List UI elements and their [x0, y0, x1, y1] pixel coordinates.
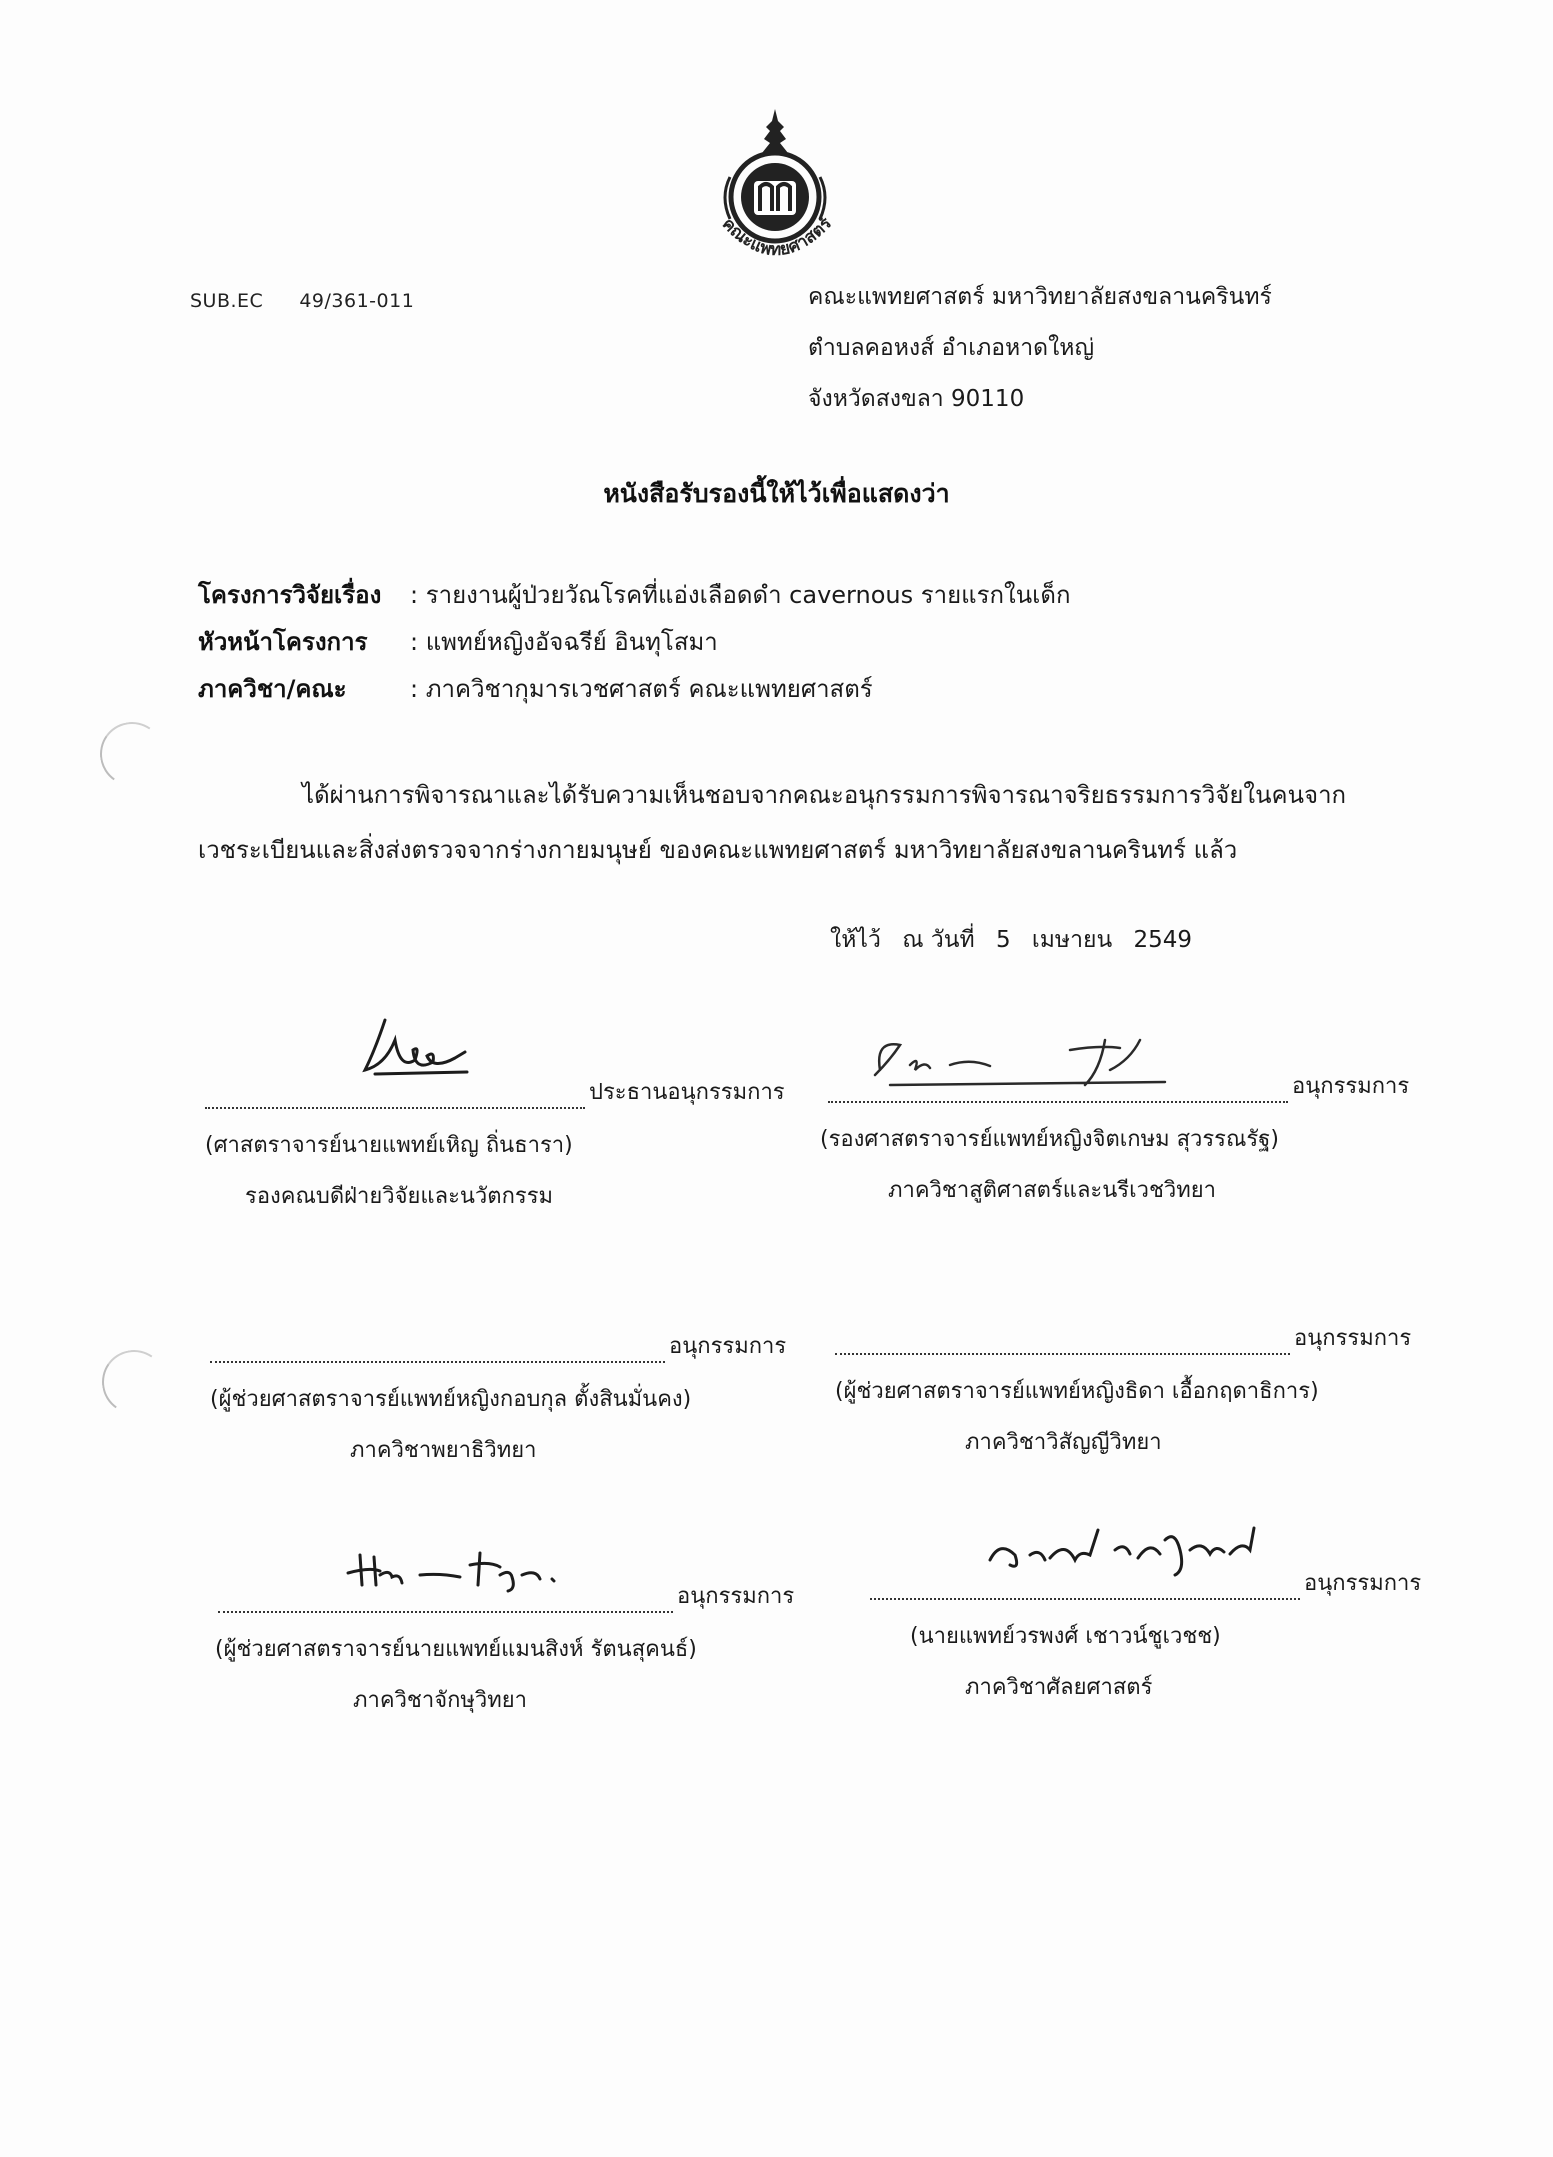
signature-line: [870, 1576, 1300, 1600]
lead-label: หัวหน้าโครงการ: [198, 628, 368, 656]
lead-row: [198, 619, 1071, 666]
signatory-5: [215, 1578, 795, 1717]
signatory-2: [820, 1068, 1410, 1207]
signatory-name: (นายแพทย์วรพงศ์ เชาวน์ชูเวชช): [910, 1624, 1221, 1649]
document-title: หนังสือรับรองนี้ให้ไว้เพื่อแสดงว่า: [603, 479, 950, 508]
reference-prefix: SUB.EC: [190, 290, 264, 312]
faculty-address: [808, 272, 1272, 425]
dept-label: ภาควิชา/คณะ: [198, 675, 347, 703]
signature-line: [828, 1079, 1288, 1103]
address-line-3: จังหวัดสงขลา 90110: [808, 386, 1025, 412]
signatory-role: ประธานอนุกรรมการ: [589, 1080, 785, 1105]
signatory-name: (ผู้ช่วยศาสตราจารย์แพทย์หญิงธิดา เอื้อกฤดาธิการ): [835, 1379, 1319, 1404]
reference-number: 49/361-011: [299, 290, 415, 312]
project-info: [198, 572, 1071, 713]
reference-code: [190, 290, 414, 312]
statement-line-2: เวชระเบียนและสิ่งส่งตรวจจากร่างกายมนุษย์ ของคณะแพทยศาสตร์ มหาวิทยาลัยสงขลานครินทร์ แล้ว: [198, 836, 1238, 864]
signatory-3: [210, 1328, 786, 1467]
dept-value: : ภาควิชากุมารเวชศาสตร์ คณะแพทยศาสตร์: [410, 675, 873, 703]
signatory-1: [205, 1074, 785, 1213]
signatory-dept: รองคณบดีฝ่ายวิจัยและนวัตกรรม: [245, 1184, 554, 1209]
dept-row: [198, 666, 1071, 713]
signatory-name: (รองศาสตราจารย์แพทย์หญิงจิตเกษม สุวรรณรัฐ): [820, 1127, 1279, 1152]
punch-hole-mark: [97, 1345, 171, 1419]
issue-date: [830, 922, 1206, 958]
project-row: [198, 572, 1071, 619]
address-line-1: คณะแพทยศาสตร์ มหาวิทยาลัยสงขลานครินทร์: [808, 284, 1272, 310]
project-value: : รายงานผู้ป่วยวัณโรคที่แอ่งเลือดดำ cavernous รายแรกในเด็ก: [410, 581, 1071, 609]
signature-line: [210, 1339, 665, 1363]
date-at: ณ วันที่: [902, 927, 975, 953]
signatory-dept: ภาควิชาพยาธิวิทยา: [350, 1438, 537, 1463]
address-line-2: ตำบลคอหงส์ อำเภอหาดใหญ่: [808, 335, 1095, 361]
faculty-logo-icon: [700, 105, 850, 270]
signatory-role: อนุกรรมการ: [1292, 1074, 1410, 1099]
signatory-dept: ภาควิชาจักษุวิทยา: [353, 1688, 528, 1713]
date-year: 2549: [1133, 927, 1193, 953]
signatory-name: (ศาสตราจารย์นายแพทย์เหิญ ถิ่นธารา): [205, 1133, 573, 1158]
signatory-4: [835, 1320, 1411, 1459]
signatory-name: (ผู้ช่วยศาสตราจารย์นายแพทย์แมนสิงห์ รัตนสุคนธ์): [215, 1637, 697, 1662]
logo-caption: คณะแพทยศาสตร์: [717, 213, 836, 261]
lead-value: : แพทย์หญิงอัจฉรีย์ อินทุโสมา: [410, 628, 718, 656]
signatory-6: [870, 1565, 1421, 1704]
project-label: โครงการวิจัยเรื่อง: [198, 581, 382, 609]
signatory-dept: ภาควิชาสูติศาสตร์และนรีเวชวิทยา: [888, 1178, 1217, 1203]
signature-line: [205, 1085, 585, 1109]
signatory-role: อนุกรรมการ: [677, 1584, 795, 1609]
signatory-name: (ผู้ช่วยศาสตราจารย์แพทย์หญิงกอบกุล ตั้งสินมั่นคง): [210, 1387, 692, 1412]
signature-line: [218, 1589, 673, 1613]
statement-line-1: ได้ผ่านการพิจารณาและได้รับความเห็นชอบจากคณะอนุกรรมการพิจารณาจริยธรรมการวิจัยในคนจาก: [302, 781, 1347, 809]
signatory-role: อนุกรรมการ: [1304, 1571, 1422, 1596]
signature-line: [835, 1331, 1290, 1355]
signatory-role: อนุกรรมการ: [1294, 1326, 1412, 1351]
signatory-dept: ภาควิชาวิสัญญีวิทยา: [965, 1430, 1162, 1455]
date-given: ให้ไว้: [830, 927, 881, 953]
punch-hole-mark: [95, 717, 169, 791]
date-day: 5: [995, 927, 1011, 953]
approval-statement: [198, 768, 1398, 878]
signatory-role: อนุกรรมการ: [669, 1334, 787, 1359]
date-month: เมษายน: [1031, 927, 1113, 953]
signatory-dept: ภาควิชาศัลยศาสตร์: [965, 1675, 1153, 1700]
